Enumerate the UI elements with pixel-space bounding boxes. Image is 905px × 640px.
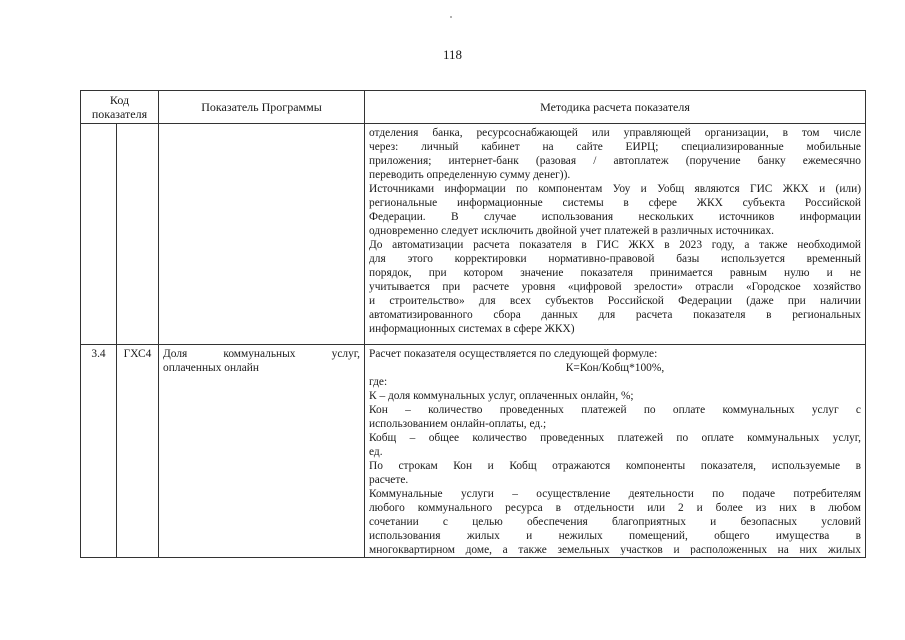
cell-code-empty [117, 124, 159, 345]
cell-indicator-empty [159, 124, 365, 345]
table-row [81, 345, 866, 558]
text-line: информационных системах в сфере ЖКХ) [369, 323, 575, 335]
indicator-table [80, 90, 866, 558]
text-line: Источниками информации по компонентам Уоу и Уобщ являются ГИС ЖКХ и (или) [369, 183, 861, 195]
text-line: Кон – количество проведенных платежей по оплате коммунальных услуг с [369, 404, 861, 416]
page-number: 118 [442, 47, 463, 62]
text-line: Федерации. В случае использования нескольких источников информации [369, 211, 861, 223]
header-code: Код показателя [81, 91, 159, 124]
cell-number: 3.4 [81, 345, 117, 558]
text-line: учитывается при расчете уровня «цифровой зрелости» отрасли «Городское хозяйство [369, 281, 861, 293]
cell-code: ГХС4 [117, 345, 159, 558]
header-method: Методика расчета показателя [365, 91, 866, 124]
header-indicator: Показатель Программы [159, 91, 365, 124]
text-line: Доля коммунальных услуг, [163, 348, 360, 360]
text-line: Расчет показателя осуществляется по следующей формуле: [369, 348, 658, 360]
formula: К=Кон/Кобщ*100%, [565, 362, 665, 374]
cell-method [365, 345, 866, 558]
scan-speck [450, 16, 452, 18]
text-line: По строкам Кон и Кобщ отражаются компоненты показателя, используемые в [369, 460, 861, 472]
text-line: Кобщ – общее количество проведенных платежей по оплате коммунальных услуг, [369, 432, 861, 444]
text-line: одновременно следует исключить двойной учет платежей в различных источниках. [369, 225, 774, 237]
text-line: использования жилых и нежилых помещений, общего имущества в [369, 530, 861, 542]
text-line: Коммунальные услуги – осуществление деятельности по подаче потребителям [369, 488, 861, 500]
text-line: региональные информационные системы в сфере ЖКХ субъекта Российской [369, 197, 861, 209]
text-line: отделения банка, ресурсоснабжающей или управляющей организации, в том числе [369, 127, 861, 139]
text-line: До автоматизации расчета показателя в ГИС ЖКХ в 2023 году, а также необходимой [369, 239, 861, 251]
text-line: автоматизированного сбора данных для расчета показателя в региональных [369, 309, 861, 321]
text-line: любого коммунального ресурса в отдельности или 2 и более из них в любом [369, 502, 861, 514]
cell-indicator [159, 345, 365, 558]
text-line: через: личный кабинет на сайте ЕИРЦ; специализированные мобильные [369, 141, 861, 153]
text-line: где: [369, 376, 388, 388]
text-line: для этого корректировки нормативно-правовой базы используется временный [369, 253, 861, 265]
cell-number-empty [81, 124, 117, 345]
text-line: и строительство» для всех субъектов Российской Федерации (даже при наличии [369, 295, 861, 307]
text-line: переводить определенную сумму денег)). [369, 169, 571, 181]
cell-method-continued [365, 124, 866, 345]
text-line: приложения; интернет-банк (разовая / автоплатеж (поручение банку ежемесячно [369, 155, 861, 167]
table-row-continued [81, 124, 866, 345]
text-line: ед. [369, 446, 383, 458]
text-line: порядок, при котором значение показателя принимается равным нулю и не [369, 267, 861, 279]
text-line: сочетании с целью обеспечения благоприятных и безопасных условий [369, 516, 861, 528]
text-line: К – доля коммунальных услуг, оплаченных онлайн, %; [369, 390, 634, 402]
table-header-row [81, 91, 866, 124]
text-line: использованием онлайн-оплаты, ед.; [369, 418, 547, 430]
text-line: расчете. [369, 474, 409, 486]
text-line: многоквартирном доме, а также земельных участков и расположенных на них жилых [369, 544, 861, 555]
text-line: оплаченных онлайн [163, 362, 259, 374]
